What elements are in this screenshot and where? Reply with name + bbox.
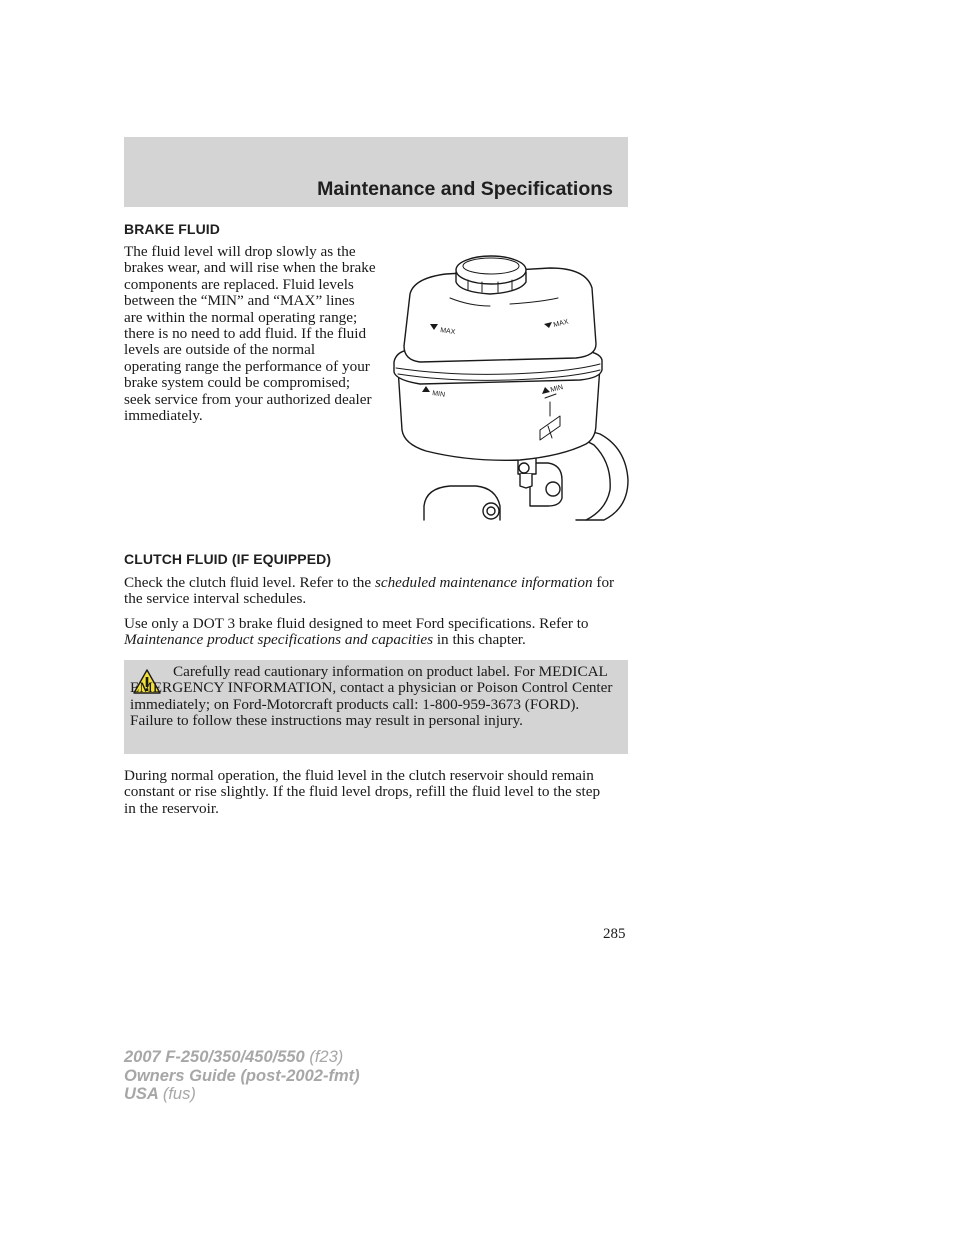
footer-guide: Owners Guide (post-2002-fmt) — [124, 1066, 360, 1085]
clutch-check-paragraph — [124, 575, 628, 608]
para-text: for the service interval schedules. — [124, 574, 615, 608]
footer-line-2 — [124, 1067, 360, 1086]
max-label-right: MAX — [552, 318, 570, 329]
warning-box — [124, 660, 628, 754]
para-text: Check the clutch fluid level. Refer to the — [124, 574, 375, 591]
max-label-left: MAX — [439, 327, 456, 337]
brake-fluid-paragraph: The fluid level will drop slowly as the brakes wear, and will rise when the brake components are replaced. Fluid levels between the “MIN” and “MAX” lines are within the normal operating range; there is no need to add fluid. If the fluid levels are outside of the normal operating range the performance of your brake system could be compromised; seek service from your authorized dealer immediately. — [124, 243, 376, 425]
para-text: Use only a DOT 3 brake fluid designed to meet Ford specifications. Refer to — [124, 615, 589, 632]
footer-model: 2007 F-250/350/450/550 — [124, 1048, 305, 1066]
section-title: Maintenance and Specifications — [317, 178, 613, 200]
clutch-normal-operation-paragraph: During normal operation, the fluid level in the clutch reservoir should remain constant or rise slightly. If the fluid level drops, refill the fluid level to the step in the reservoir. — [124, 767, 601, 817]
footer-line-1 — [124, 1048, 360, 1067]
brake-fluid-heading: BRAKE FLUID — [124, 221, 220, 237]
min-label-right: MIN — [549, 384, 564, 394]
footer-region: USA — [124, 1085, 159, 1104]
footer-line-3 — [124, 1085, 360, 1104]
scheduled-maintenance-reference: scheduled maintenance information — [374, 574, 593, 591]
brake-fluid-reservoir-illustration — [390, 248, 630, 522]
para-text: in this chapter. — [433, 631, 526, 649]
dot3-fluid-paragraph — [124, 616, 628, 649]
specifications-reference: Maintenance product specifications and capacities — [124, 631, 434, 649]
section-header-band — [124, 137, 628, 207]
page-number: 285 — [603, 926, 626, 942]
warning-text: Carefully read cautionary information on product label. For MEDICAL EMERGENCY INFORMATION, contact a physician or Poison Control Center immediately; on Ford-Motorcraft products call: 1-800-959-3673 (FORD). Failure to follow these instructions may result in personal injury. — [130, 663, 613, 730]
footer-code: (f23) — [309, 1048, 344, 1066]
footer-code: (fus) — [162, 1085, 196, 1104]
clutch-fluid-heading: CLUTCH FLUID (IF EQUIPPED) — [124, 551, 332, 567]
min-label-left: MIN — [431, 390, 446, 399]
document-footer — [124, 1048, 360, 1104]
